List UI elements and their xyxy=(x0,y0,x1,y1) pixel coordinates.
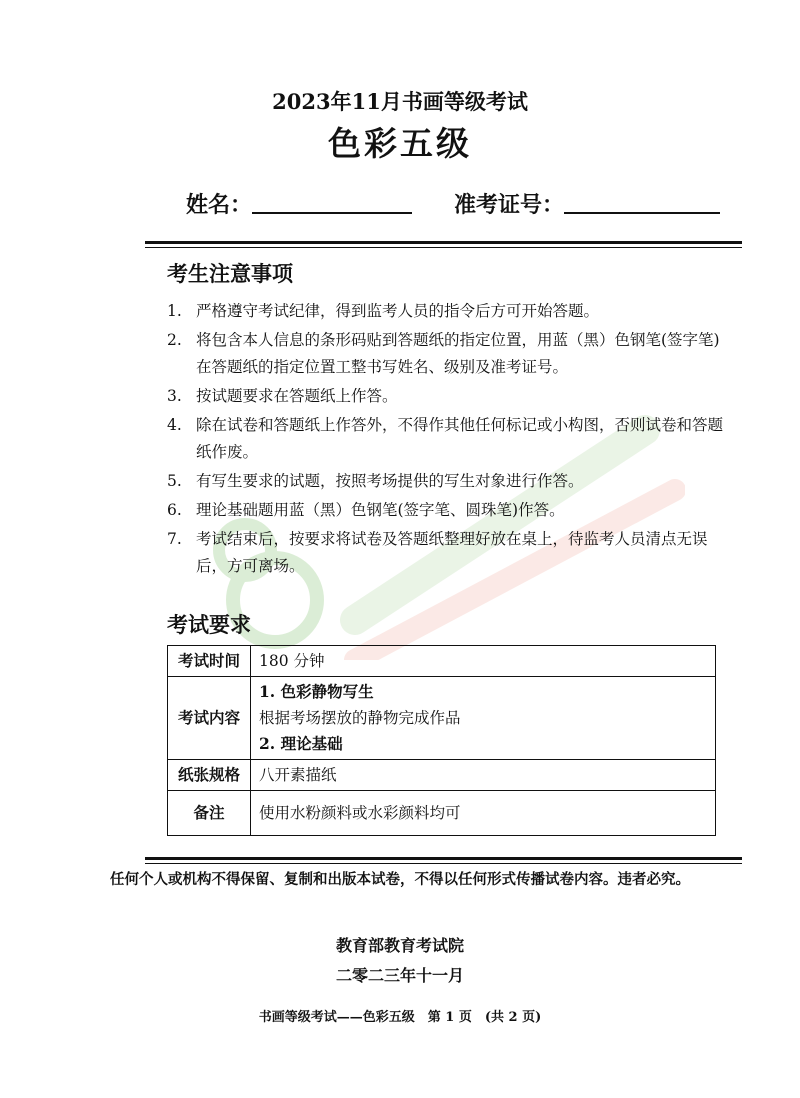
exam-id-blank-line[interactable] xyxy=(564,212,720,214)
notice-text: 考试结束后，按要求将试卷及答题纸整理好放在桌上，待监考人员清点无误后，方可离场。 xyxy=(196,530,708,575)
table-row xyxy=(168,760,716,791)
notice-text: 将包含本人信息的条形码贴到答题纸的指定位置，用蓝（黑）色钢笔(签字笔)在答题纸的指定位置工整书写姓名、级别及准考证号。 xyxy=(196,331,720,376)
notice-number: 1. xyxy=(167,302,182,320)
notice-number: 7. xyxy=(167,530,182,548)
table-row xyxy=(168,646,716,677)
footer-divider-thin xyxy=(145,863,742,864)
notice-title: 考生注意事项 xyxy=(167,261,293,286)
footer-divider-thick xyxy=(145,857,742,860)
remark-label-cell: 备注 xyxy=(168,791,251,836)
paper-label-cell: 纸张规格 xyxy=(168,760,251,791)
content-item-1-detail: 根据考场摆放的静物完成作品 xyxy=(259,709,461,727)
notice-item-5 xyxy=(167,468,727,495)
notice-list xyxy=(167,298,727,582)
notice-item-2 xyxy=(167,327,727,381)
notice-number: 2. xyxy=(167,331,182,349)
name-blank-line[interactable] xyxy=(252,212,412,214)
name-label: 姓名： xyxy=(186,192,253,218)
table-row xyxy=(168,791,716,836)
issuer-name: 教育部教育考试院 xyxy=(335,936,464,955)
subject-title: 色彩五级 xyxy=(328,124,472,163)
exam-id-label: 准考证号： xyxy=(454,192,565,218)
table-row xyxy=(168,677,716,760)
notice-text: 理论基础题用蓝（黑）色钢笔(签字笔、圆珠笔)作答。 xyxy=(196,501,565,519)
notice-item-7 xyxy=(167,526,727,580)
content-value-cell xyxy=(251,677,716,760)
notice-item-3 xyxy=(167,383,727,410)
issue-date: 二零二三年十一月 xyxy=(335,966,464,985)
notice-item-4 xyxy=(167,412,727,466)
exam-title: 2023年11月书画等级考试 xyxy=(272,89,528,114)
notice-text: 有写生要求的试题，按照考场提供的写生对象进行作答。 xyxy=(196,472,584,490)
page-footer: 书画等级考试——色彩五级 第 1 页 (共 2 页) xyxy=(258,1010,542,1025)
time-label-cell: 考试时间 xyxy=(168,646,251,677)
notice-text: 按试题要求在答题纸上作答。 xyxy=(196,387,398,405)
copyright-notice: 任何个人或机构不得保留、复制和出版本试卷，不得以任何形式传播试卷内容。违者必究。 xyxy=(110,871,690,888)
notice-number: 6. xyxy=(167,501,182,519)
time-value-cell: 180 分钟 xyxy=(251,646,716,677)
header-divider-thick xyxy=(145,241,742,244)
header-divider-thin xyxy=(145,247,742,248)
content-item-1: 1. 色彩静物写生 xyxy=(259,682,374,701)
notice-number: 3. xyxy=(167,387,182,405)
requirements-table xyxy=(167,645,716,836)
notice-number: 4. xyxy=(167,416,182,434)
candidate-info-row xyxy=(186,188,746,218)
content-label-cell: 考试内容 xyxy=(168,677,251,760)
notice-item-1 xyxy=(167,298,727,325)
notice-text: 严格遵守考试纪律，得到监考人员的指令后方可开始答题。 xyxy=(196,302,600,320)
notice-text: 除在试卷和答题纸上作答外，不得作其他任何标记或小构图，否则试卷和答题纸作废。 xyxy=(196,416,724,461)
notice-item-6 xyxy=(167,497,727,524)
remark-value-cell: 使用水粉颜料或水彩颜料均可 xyxy=(251,791,716,836)
requirements-title: 考试要求 xyxy=(167,612,251,637)
content-item-2: 2. 理论基础 xyxy=(259,734,343,753)
notice-number: 5. xyxy=(167,472,182,490)
paper-value-cell: 八开素描纸 xyxy=(251,760,716,791)
